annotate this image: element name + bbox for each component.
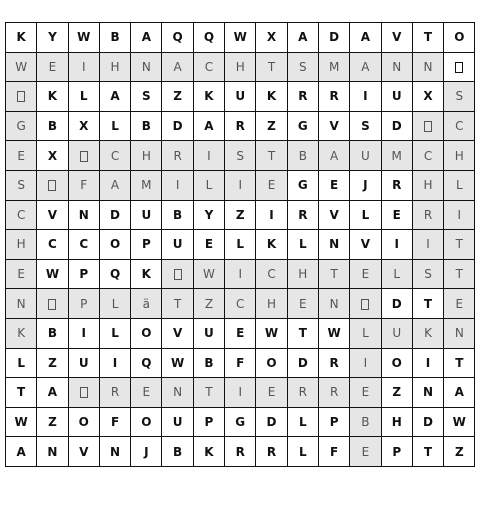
grid-row <box>6 259 475 289</box>
grid-cell[interactable]: O <box>131 318 162 348</box>
grid-cell[interactable]: K <box>256 230 287 260</box>
grid-cell[interactable]: Q <box>162 23 193 53</box>
grid-cell[interactable]: N <box>412 52 443 82</box>
grid-cell[interactable]: L <box>99 289 130 319</box>
grid-cell[interactable]: R <box>318 378 349 408</box>
grid-cell[interactable]: A <box>162 52 193 82</box>
grid-row <box>6 318 475 348</box>
grid-cell[interactable]: R <box>225 111 256 141</box>
grid-cell[interactable]: I <box>193 141 224 171</box>
grid-cell[interactable]: L <box>350 200 381 230</box>
grid-cell[interactable]: R <box>412 200 443 230</box>
grid-cell[interactable]: V <box>162 318 193 348</box>
grid-cell[interactable]: S <box>412 259 443 289</box>
grid-cell[interactable]: C <box>225 289 256 319</box>
grid-cell[interactable]: D <box>381 289 412 319</box>
grid-cell[interactable]: B <box>193 348 224 378</box>
grid-cell[interactable]: U <box>381 318 412 348</box>
grid-cell[interactable]: S <box>287 52 318 82</box>
grid-cell[interactable]: A <box>350 23 381 53</box>
grid-row <box>6 348 475 378</box>
grid-cell[interactable]: K <box>131 259 162 289</box>
grid-cell[interactable]: H <box>99 52 130 82</box>
grid-cell[interactable]: B <box>162 437 193 467</box>
grid-cell[interactable]: V <box>37 200 68 230</box>
grid-cell[interactable]: I <box>68 318 99 348</box>
grid-cell[interactable]: R <box>287 82 318 112</box>
grid-cell[interactable]: R <box>287 378 318 408</box>
grid-cell[interactable]: N <box>318 230 349 260</box>
grid-cell[interactable]: N <box>68 200 99 230</box>
grid-cell[interactable]: K <box>256 82 287 112</box>
grid-cell[interactable]: V <box>318 200 349 230</box>
grid-cell[interactable]: N <box>412 378 443 408</box>
grid-cell[interactable]: A <box>6 437 37 467</box>
grid-cell[interactable]: N <box>162 378 193 408</box>
grid-cell[interactable]: N <box>444 318 475 348</box>
grid-cell[interactable]: O <box>444 23 475 53</box>
grid-cell[interactable] <box>444 52 475 82</box>
grid-cell[interactable]: T <box>6 378 37 408</box>
grid-cell[interactable]: M <box>318 52 349 82</box>
grid-cell[interactable]: Z <box>193 289 224 319</box>
grid-cell[interactable]: D <box>162 111 193 141</box>
grid-cell[interactable] <box>37 170 68 200</box>
grid-cell[interactable]: G <box>225 407 256 437</box>
grid-cell[interactable]: U <box>350 141 381 171</box>
grid-cell[interactable]: I <box>350 348 381 378</box>
grid-cell[interactable]: N <box>37 437 68 467</box>
grid-cell[interactable]: T <box>444 259 475 289</box>
grid-cell[interactable]: E <box>381 200 412 230</box>
grid-cell[interactable]: B <box>37 318 68 348</box>
grid-cell[interactable]: I <box>444 200 475 230</box>
grid-cell[interactable]: R <box>318 348 349 378</box>
grid-cell[interactable]: P <box>68 259 99 289</box>
grid-cell[interactable]: C <box>99 141 130 171</box>
grid-cell[interactable]: H <box>6 230 37 260</box>
grid-cell[interactable]: D <box>412 407 443 437</box>
grid-cell[interactable] <box>412 111 443 141</box>
grid-cell[interactable]: Z <box>225 200 256 230</box>
grid-cell[interactable]: W <box>68 23 99 53</box>
grid-cell[interactable]: L <box>287 230 318 260</box>
grid-cell[interactable]: K <box>37 82 68 112</box>
grid-cell[interactable]: I <box>412 230 443 260</box>
grid-cell[interactable]: M <box>131 170 162 200</box>
grid-cell[interactable]: C <box>37 230 68 260</box>
grid-cell[interactable]: H <box>444 141 475 171</box>
grid-cell[interactable]: T <box>444 230 475 260</box>
grid-cell[interactable]: R <box>99 378 130 408</box>
grid-cell[interactable] <box>162 259 193 289</box>
grid-cell[interactable]: O <box>68 407 99 437</box>
grid-cell[interactable]: E <box>6 259 37 289</box>
grid-cell[interactable]: Z <box>162 82 193 112</box>
grid-cell[interactable]: R <box>256 437 287 467</box>
grid-cell[interactable]: Y <box>193 200 224 230</box>
grid-cell[interactable]: L <box>287 437 318 467</box>
grid-cell[interactable]: U <box>193 318 224 348</box>
grid-cell[interactable]: G <box>6 111 37 141</box>
grid-row <box>6 170 475 200</box>
grid-cell[interactable]: U <box>68 348 99 378</box>
grid-cell[interactable]: M <box>381 141 412 171</box>
grid-cell[interactable]: P <box>318 407 349 437</box>
grid-cell[interactable]: E <box>131 378 162 408</box>
grid-cell[interactable]: R <box>162 141 193 171</box>
grid-cell[interactable]: T <box>256 141 287 171</box>
grid-cell[interactable]: L <box>350 318 381 348</box>
grid-cell[interactable]: Y <box>37 23 68 53</box>
grid-row <box>6 200 475 230</box>
grid-cell[interactable]: E <box>350 378 381 408</box>
grid-row <box>6 437 475 467</box>
grid-cell[interactable]: L <box>287 407 318 437</box>
grid-cell[interactable]: A <box>350 52 381 82</box>
grid-cell[interactable]: A <box>318 141 349 171</box>
grid-cell[interactable]: S <box>6 170 37 200</box>
grid-cell[interactable]: I <box>68 52 99 82</box>
grid-cell[interactable]: L <box>6 348 37 378</box>
grid-cell[interactable]: E <box>318 170 349 200</box>
grid-cell[interactable]: E <box>37 52 68 82</box>
grid-cell[interactable]: R <box>318 82 349 112</box>
grid-cell[interactable]: K <box>6 318 37 348</box>
grid-cell[interactable]: T <box>412 23 443 53</box>
grid-cell[interactable]: S <box>131 82 162 112</box>
grid-cell[interactable]: E <box>287 289 318 319</box>
grid-cell[interactable]: W <box>37 259 68 289</box>
grid-cell[interactable]: F <box>225 348 256 378</box>
grid-cell[interactable]: I <box>350 82 381 112</box>
grid-cell[interactable]: T <box>412 289 443 319</box>
grid-cell[interactable]: I <box>225 170 256 200</box>
grid-cell[interactable]: A <box>99 82 130 112</box>
grid-cell[interactable]: E <box>350 259 381 289</box>
grid-cell[interactable]: E <box>350 437 381 467</box>
grid-cell[interactable]: Z <box>37 348 68 378</box>
grid-cell[interactable]: Q <box>131 348 162 378</box>
grid-cell[interactable]: L <box>99 111 130 141</box>
grid-cell[interactable]: E <box>225 318 256 348</box>
grid-cell[interactable]: O <box>131 407 162 437</box>
grid-cell[interactable]: X <box>68 111 99 141</box>
grid-cell[interactable]: V <box>68 437 99 467</box>
grid-cell[interactable]: K <box>6 23 37 53</box>
grid-cell[interactable]: ä <box>131 289 162 319</box>
grid-cell[interactable]: B <box>162 200 193 230</box>
grid-cell[interactable]: V <box>318 111 349 141</box>
grid-row <box>6 289 475 319</box>
grid-cell[interactable]: E <box>193 230 224 260</box>
grid-cell[interactable]: G <box>287 170 318 200</box>
grid-cell[interactable]: P <box>68 289 99 319</box>
grid-cell[interactable]: L <box>99 318 130 348</box>
grid-cell[interactable]: E <box>256 378 287 408</box>
grid-cell[interactable]: X <box>256 23 287 53</box>
grid-cell[interactable]: W <box>256 318 287 348</box>
grid-cell[interactable]: H <box>225 52 256 82</box>
grid-cell[interactable]: D <box>381 111 412 141</box>
grid-cell[interactable]: I <box>225 259 256 289</box>
grid-cell[interactable]: J <box>131 437 162 467</box>
grid-row <box>6 230 475 260</box>
grid-cell[interactable]: F <box>318 437 349 467</box>
grid-cell[interactable]: W <box>162 348 193 378</box>
grid-cell[interactable]: E <box>256 170 287 200</box>
grid-cell[interactable]: C <box>193 52 224 82</box>
grid-row <box>6 111 475 141</box>
grid-cell[interactable]: W <box>6 407 37 437</box>
grid-cell[interactable] <box>6 82 37 112</box>
grid-cell[interactable]: A <box>287 23 318 53</box>
grid-cell[interactable]: U <box>131 200 162 230</box>
grid-cell[interactable]: A <box>99 170 130 200</box>
grid-cell[interactable]: U <box>162 230 193 260</box>
grid-cell[interactable]: C <box>412 141 443 171</box>
grid-cell[interactable]: T <box>162 289 193 319</box>
grid-cell[interactable]: N <box>318 289 349 319</box>
grid-cell[interactable]: B <box>287 141 318 171</box>
grid-cell[interactable]: E <box>444 289 475 319</box>
grid-cell[interactable]: F <box>68 170 99 200</box>
grid-cell[interactable]: U <box>162 407 193 437</box>
grid-cell[interactable]: L <box>381 259 412 289</box>
grid-cell[interactable]: Q <box>193 23 224 53</box>
grid-cell[interactable]: E <box>6 141 37 171</box>
grid-cell[interactable]: G <box>287 111 318 141</box>
grid-cell[interactable]: U <box>225 82 256 112</box>
grid-cell[interactable]: L <box>193 170 224 200</box>
grid-cell[interactable]: H <box>381 407 412 437</box>
grid-cell[interactable]: S <box>444 82 475 112</box>
grid-cell[interactable]: F <box>99 407 130 437</box>
grid-cell[interactable]: K <box>193 82 224 112</box>
grid-cell[interactable]: A <box>444 378 475 408</box>
grid-cell[interactable]: I <box>225 378 256 408</box>
grid-cell[interactable]: T <box>193 378 224 408</box>
grid-cell[interactable]: B <box>99 23 130 53</box>
grid-cell[interactable]: J <box>350 170 381 200</box>
grid-cell[interactable]: I <box>412 348 443 378</box>
grid-cell[interactable]: R <box>225 437 256 467</box>
grid-cell[interactable]: K <box>193 437 224 467</box>
grid-cell[interactable]: Q <box>99 259 130 289</box>
grid-cell[interactable]: W <box>444 407 475 437</box>
grid-cell[interactable]: N <box>6 289 37 319</box>
grid-cell[interactable]: W <box>225 23 256 53</box>
grid-row <box>6 23 475 53</box>
grid-cell[interactable]: A <box>37 378 68 408</box>
grid-row <box>6 378 475 408</box>
grid-cell[interactable]: T <box>444 348 475 378</box>
grid-cell[interactable]: D <box>318 23 349 53</box>
grid-cell[interactable]: Z <box>37 407 68 437</box>
grid-cell[interactable]: I <box>381 230 412 260</box>
grid-row <box>6 82 475 112</box>
grid-cell[interactable]: C <box>68 230 99 260</box>
grid-cell[interactable]: O <box>99 230 130 260</box>
grid-cell[interactable]: P <box>193 407 224 437</box>
grid-cell[interactable]: V <box>350 230 381 260</box>
grid-cell[interactable]: C <box>6 200 37 230</box>
grid-cell[interactable]: I <box>162 170 193 200</box>
grid-cell[interactable]: Z <box>256 111 287 141</box>
grid-cell[interactable]: B <box>131 111 162 141</box>
grid-cell[interactable]: U <box>381 82 412 112</box>
grid-cell[interactable] <box>68 378 99 408</box>
grid-cell[interactable]: T <box>256 52 287 82</box>
grid-cell[interactable]: B <box>37 111 68 141</box>
grid-cell[interactable]: H <box>256 289 287 319</box>
grid-cell[interactable]: O <box>256 348 287 378</box>
grid-cell[interactable]: P <box>381 437 412 467</box>
grid-cell[interactable]: H <box>131 141 162 171</box>
grid-cell[interactable]: Z <box>381 378 412 408</box>
grid-cell[interactable]: S <box>350 111 381 141</box>
grid-cell[interactable]: X <box>412 82 443 112</box>
grid-cell[interactable]: S <box>225 141 256 171</box>
grid-cell[interactable]: O <box>381 348 412 378</box>
grid-cell[interactable]: W <box>318 318 349 348</box>
grid-cell[interactable]: Z <box>444 437 475 467</box>
grid-cell[interactable]: A <box>131 23 162 53</box>
grid-cell[interactable]: B <box>350 407 381 437</box>
grid-cell[interactable]: W <box>193 259 224 289</box>
grid-cell[interactable]: N <box>131 52 162 82</box>
grid-cell[interactable]: L <box>225 230 256 260</box>
grid-cell[interactable] <box>350 289 381 319</box>
grid-cell[interactable]: A <box>193 111 224 141</box>
grid-cell[interactable]: I <box>99 348 130 378</box>
grid-cell[interactable] <box>37 289 68 319</box>
grid-cell[interactable]: C <box>444 111 475 141</box>
grid-cell[interactable]: I <box>256 200 287 230</box>
grid-cell[interactable]: T <box>287 318 318 348</box>
word-search-grid <box>5 22 475 467</box>
grid-cell[interactable]: P <box>131 230 162 260</box>
grid-row <box>6 141 475 171</box>
grid-cell[interactable]: N <box>99 437 130 467</box>
grid-cell[interactable]: D <box>287 348 318 378</box>
grid-cell[interactable]: R <box>287 200 318 230</box>
grid-row <box>6 52 475 82</box>
grid-cell[interactable]: T <box>318 259 349 289</box>
grid-row <box>6 407 475 437</box>
grid-cell[interactable]: X <box>37 141 68 171</box>
grid-cell[interactable]: C <box>256 259 287 289</box>
grid-cell[interactable]: N <box>381 52 412 82</box>
grid-cell[interactable]: L <box>444 170 475 200</box>
grid-cell[interactable]: V <box>381 23 412 53</box>
grid-cell[interactable]: W <box>6 52 37 82</box>
grid-cell[interactable]: H <box>287 259 318 289</box>
grid-cell[interactable]: L <box>68 82 99 112</box>
grid-cell[interactable]: D <box>99 200 130 230</box>
grid-cell[interactable]: T <box>412 437 443 467</box>
grid-cell[interactable]: D <box>256 407 287 437</box>
grid-cell[interactable] <box>68 141 99 171</box>
grid-cell[interactable]: H <box>412 170 443 200</box>
grid-cell[interactable]: K <box>412 318 443 348</box>
grid-cell[interactable]: R <box>381 170 412 200</box>
